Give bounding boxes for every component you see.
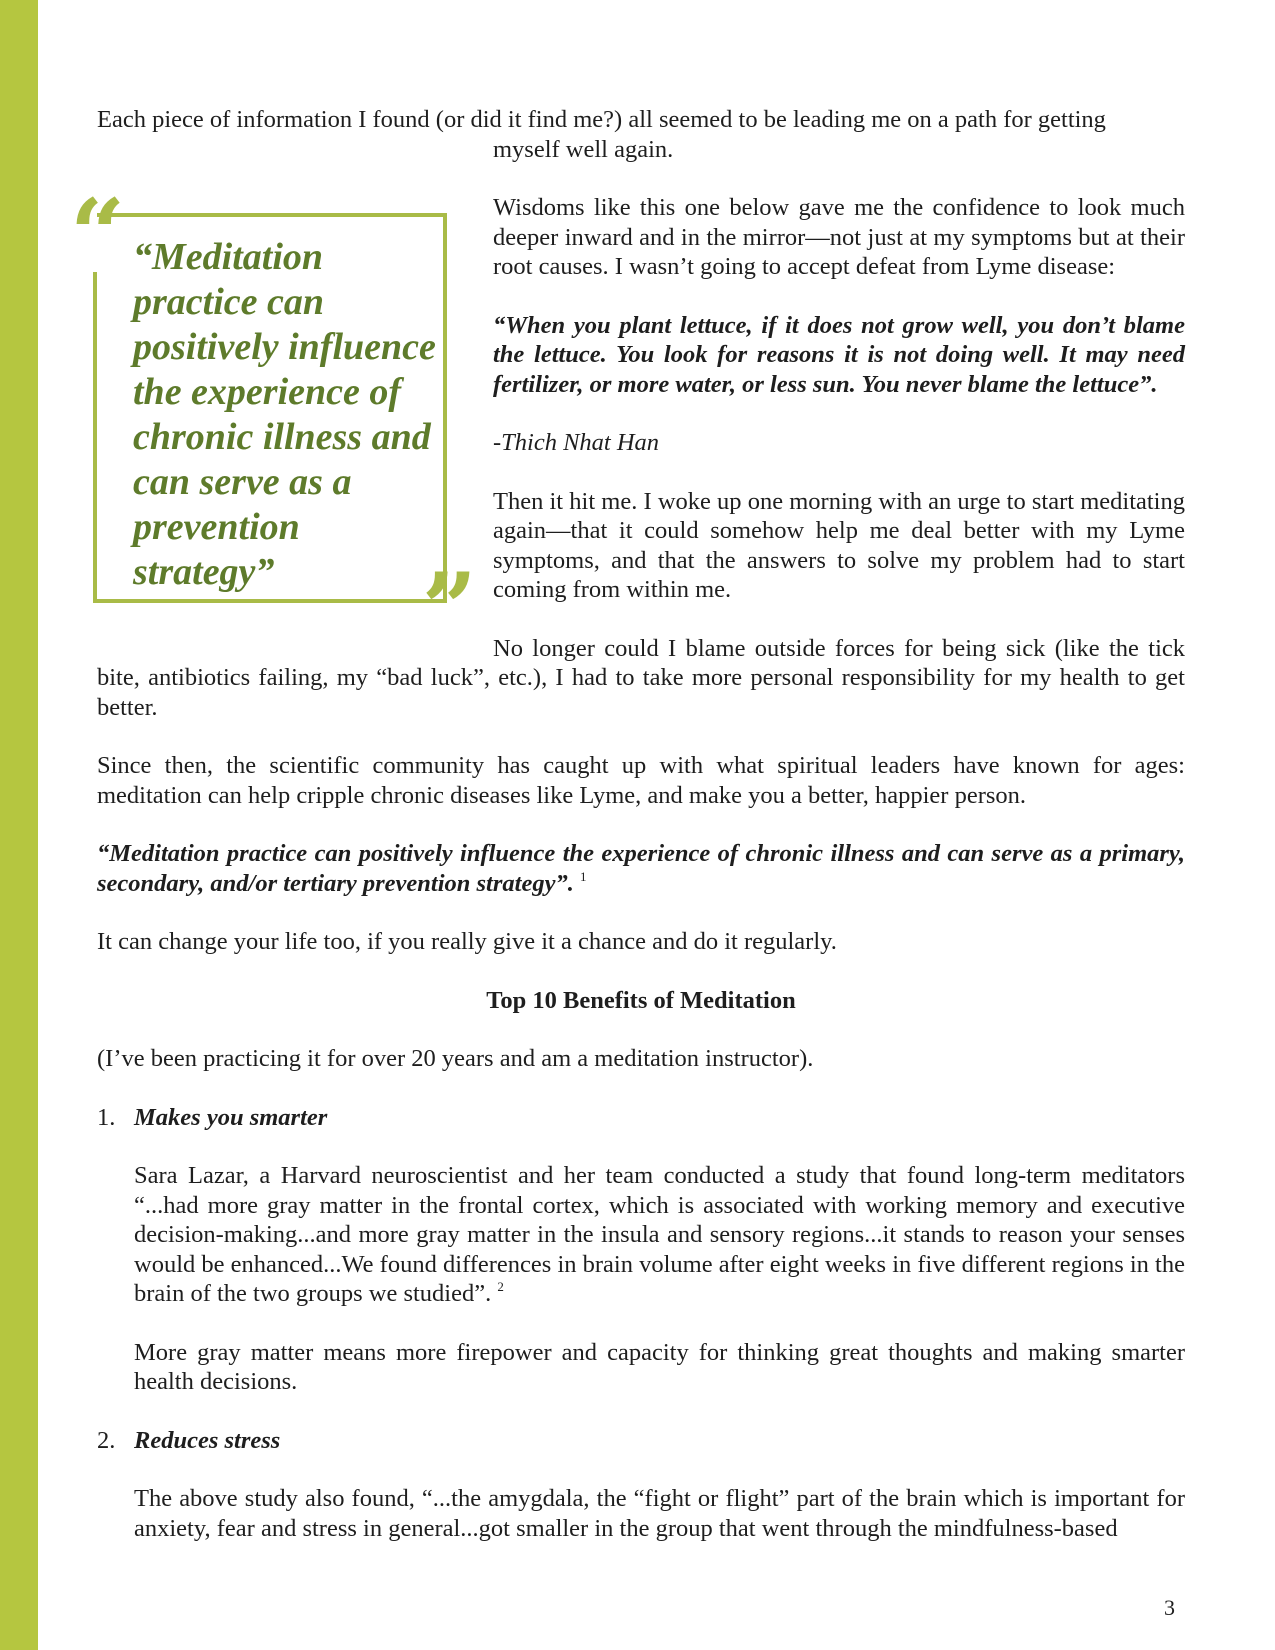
pull-quote-box — [70, 178, 477, 665]
quote-attribution: -Thich Nhat Han — [493, 429, 660, 456]
open-quote-icon: “ — [70, 178, 126, 291]
intro-line-2: myself well again. — [493, 135, 674, 163]
intro-paragraph — [97, 105, 1185, 164]
since-then-paragraph: Since then, the scientific community has caught up with what spiritual leaders have known for ages: meditation can help cripple chronic diseases like Lyme, and make you a better, happier person. — [97, 752, 1185, 809]
list-item-1-number: 1. — [97, 1103, 116, 1131]
close-quote-icon: ” — [421, 552, 477, 665]
pull-quote-text: “Meditation practice can positively influence the experience of chronic illness and can serve as a prevention strategy” — [133, 236, 436, 593]
no-longer-paragraph: No longer could I blame outside forces for being sick (like the tick bite, antibiotics failing, my “bad luck”, etc.), I had to take more personal responsibility for my health to get better. — [97, 634, 1185, 721]
meditation-quote-paragraph — [97, 839, 1185, 898]
list-item-1-paragraph-2: More gray matter means more firepower and capacity for thinking great thoughts and making smarter health decisions. — [134, 1338, 1185, 1395]
lettuce-quote: “When you plant lettuce, if it does not grow well, you don’t blame the lettuce. You look for reasons it is not doing well. It may need fertilizer, or more water, or less sun. You never blame the lettuce”. — [493, 311, 1185, 398]
list-item-1-heading: Makes you smarter — [134, 1103, 328, 1131]
hit-me-paragraph: Then it hit me. I woke up one morning with an urge to start meditating again—that it could somehow help me deal better with my Lyme symptoms, and that the answers to solve my problem had to start coming from within me. — [493, 487, 1185, 603]
list-item-2-paragraph-1: The above study also found, “...the amygdala, the “fight or flight” part of the brain which is important for anxiety, fear and stress in general...got smaller in the group that went through the mindfulness-based — [134, 1485, 1185, 1542]
footnote-ref-1: 1 — [579, 868, 587, 884]
change-life-paragraph: It can change your life too, if you really give it a chance and do it regularly. — [97, 928, 837, 955]
pull-quote-left-border — [93, 272, 97, 603]
meditation-quote: “Meditation practice can positively influence the experience of chronic illness and can serve as a primary, secondary, and/or tertiary prevention strategy”. — [97, 840, 1185, 897]
wisdoms-paragraph: Wisdoms like this one below gave me the confidence to look much deeper inward and in the mirror—not just at my symptoms but at their root causes. I wasn’t going to accept defeat from Lyme disease: — [493, 194, 1185, 280]
list-item-2-number: 2. — [97, 1426, 116, 1454]
list-item-1-paragraph-1-text: Sara Lazar, a Harvard neuroscientist and her team conducted a study that found long-term meditators “...had more gray matter in the frontal cortex, which is associated with working memory and executive decision-making...and more gray matter in the insula and sensory regions...it stands to reason your senses would be enhanced...We found differences in brain volume after eight weeks in five different regions in the brain of the two groups we studied”. — [134, 1162, 1185, 1307]
list-item-2-heading: Reduces stress — [134, 1426, 281, 1454]
page-number: 3 — [1164, 1595, 1175, 1620]
page-content — [70, 105, 1185, 1572]
list-item-2-title — [97, 1426, 1185, 1456]
practicing-paragraph: (I’ve been practicing it for over 20 years and am a meditation instructor). — [97, 1045, 814, 1072]
accent-side-bar — [0, 0, 38, 1650]
section-heading: Top 10 Benefits of Meditation — [486, 986, 796, 1014]
list-item-1-paragraph-1 — [134, 1161, 1185, 1309]
footnote-ref-2: 2 — [497, 1279, 504, 1294]
list-item-1-title — [97, 1103, 1185, 1133]
intro-line-1: Each piece of information I found (or did it find me?) all seemed to be leading me on a path for getting — [97, 106, 1106, 133]
